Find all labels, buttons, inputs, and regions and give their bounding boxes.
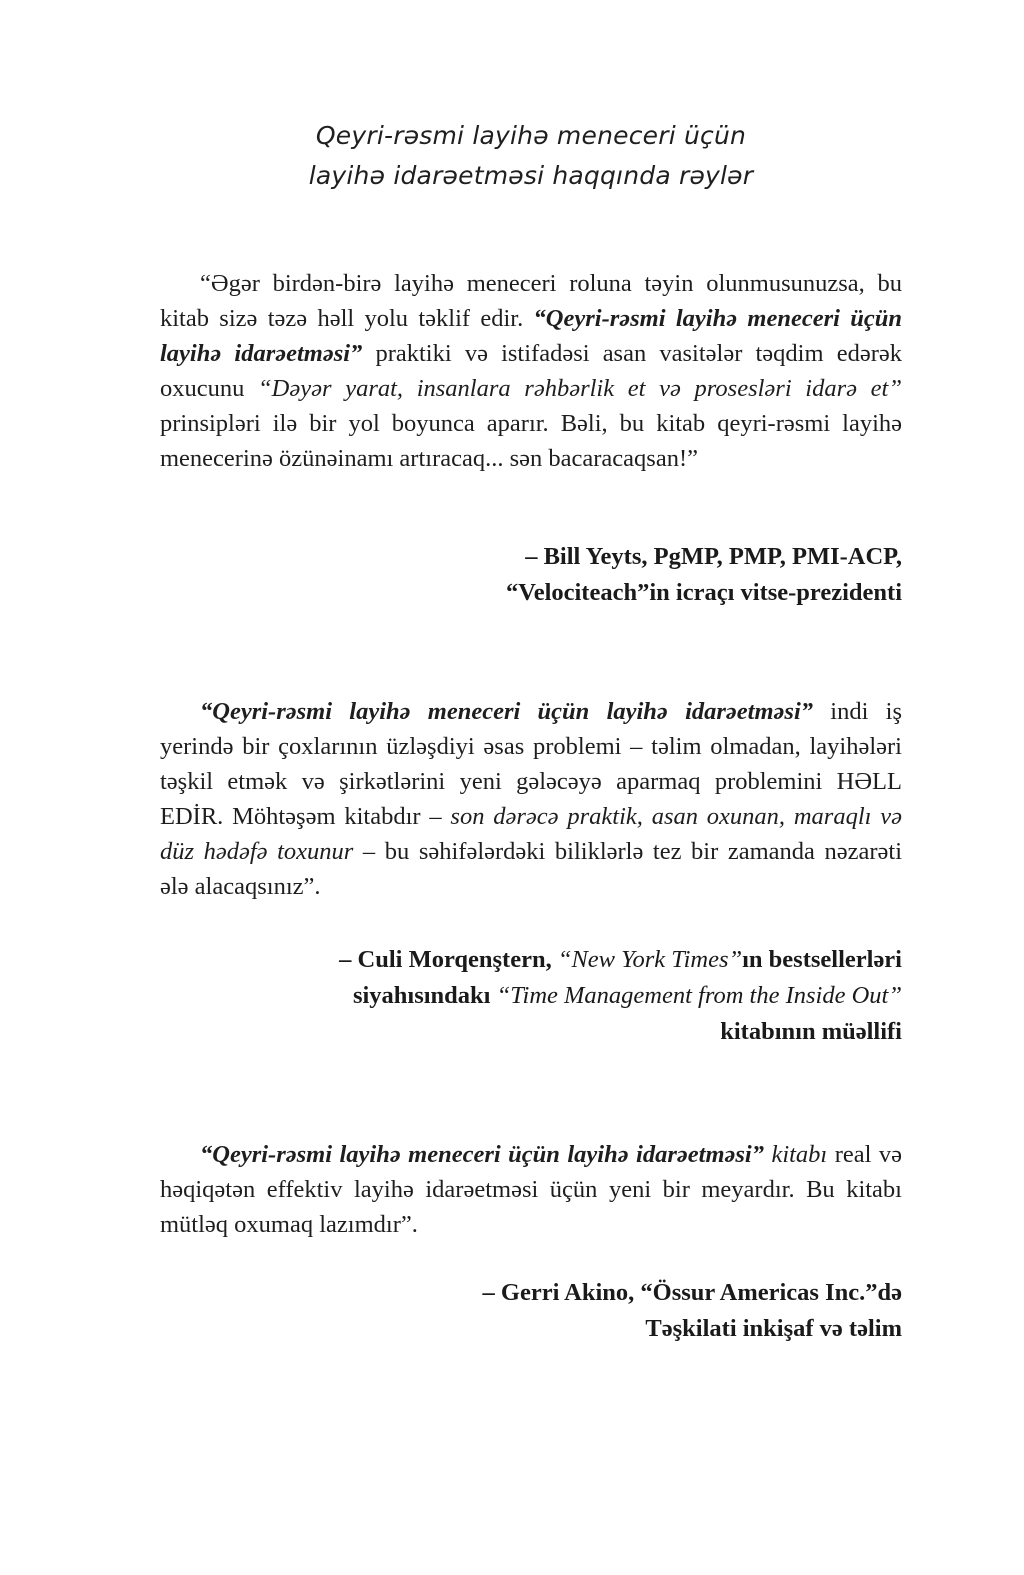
heading-line-1: Qeyri-rəsmi layihə meneceri üçün [315,121,747,150]
attribution-line: kitabının müəllifi [720,1018,902,1045]
emphasis-text: son dərəcə praktik, asan oxunan, maraqlı və düz hədəfə toxunur [160,803,902,865]
heading-line-2: layihə idarəetməsi haqqında rəylər [308,161,754,190]
motto-text: “Dəyər yarat, insanlara rəhbərlik et və prosesləri idarə et” [258,375,902,402]
attribution-line: – Culi Morqenştern, “New York Times”ın bestsellerləri [339,946,902,973]
attribution-line: “Velociteach”in icraçı vitse-prezidenti [506,579,902,606]
review-quote-3 [160,1137,902,1242]
quote-text: real və həqiqətən effektiv layihə idarəetməsi üçün yeni bir meyardır. Bu kitabı mütləq oxumaq lazımdır”. [160,1141,903,1238]
book-title: “Qeyri-rəsmi layihə meneceri üçün layihə idarəetməsi” [200,1141,764,1168]
quote-text: “Əgər birdən-birə layihə meneceri roluna təyin olunmusunuzsa, bu kitab sizə təzə həll yolu təklif edir. [160,270,902,332]
review-quote-2 [160,694,902,904]
attribution-line: siyahısındakı “Time Management from the Inside Out” [352,982,902,1009]
attribution-line: – Bill Yeyts, PgMP, PMP, PMI-ACP, [525,543,902,570]
quote-text: prinsipləri ilə bir yol boyunca aparır. Bəli, bu kitab qeyri-rəsmi layihə menecerinə özünəinamı artıracaq... sən bacaracaqsan!” [160,410,902,472]
review-attribution-3 [160,1275,902,1347]
emphasis-text: kitabı [763,1141,828,1168]
quote-text: indi iş yerində bir çoxlarının üzləşdiyi əsas problemi – təlim olmadan, layihələri təşkil etmək və şirkətlərini yeni gələcəyə aparmaq problemini HƏLL EDİR. Möhtəşəm kitabdır – [160,698,902,830]
attribution-line: Təşkilati inkişaf və təlim [645,1315,902,1342]
book-title: “Qeyri-rəsmi layihə meneceri üçün layihə idarəetməsi” [200,698,813,725]
review-attribution-1 [160,539,902,611]
attribution-line: – Gerri Akino, “Össur Americas Inc.”də [482,1279,902,1306]
page-heading [160,116,902,196]
review-quote-1 [160,266,902,476]
quote-text: praktiki və istifadəsi asan vasitələr təqdim edərək oxucunu [160,340,902,402]
review-attribution-2 [160,942,902,1050]
quote-text: – bu səhifələrdəki biliklərlə tez bir zamanda nəzarəti ələ alacaqsınız”. [160,838,902,900]
book-page [160,0,902,1575]
book-title: “Qeyri-rəsmi layihə meneceri üçün layihə idarəetməsi” [160,305,902,367]
